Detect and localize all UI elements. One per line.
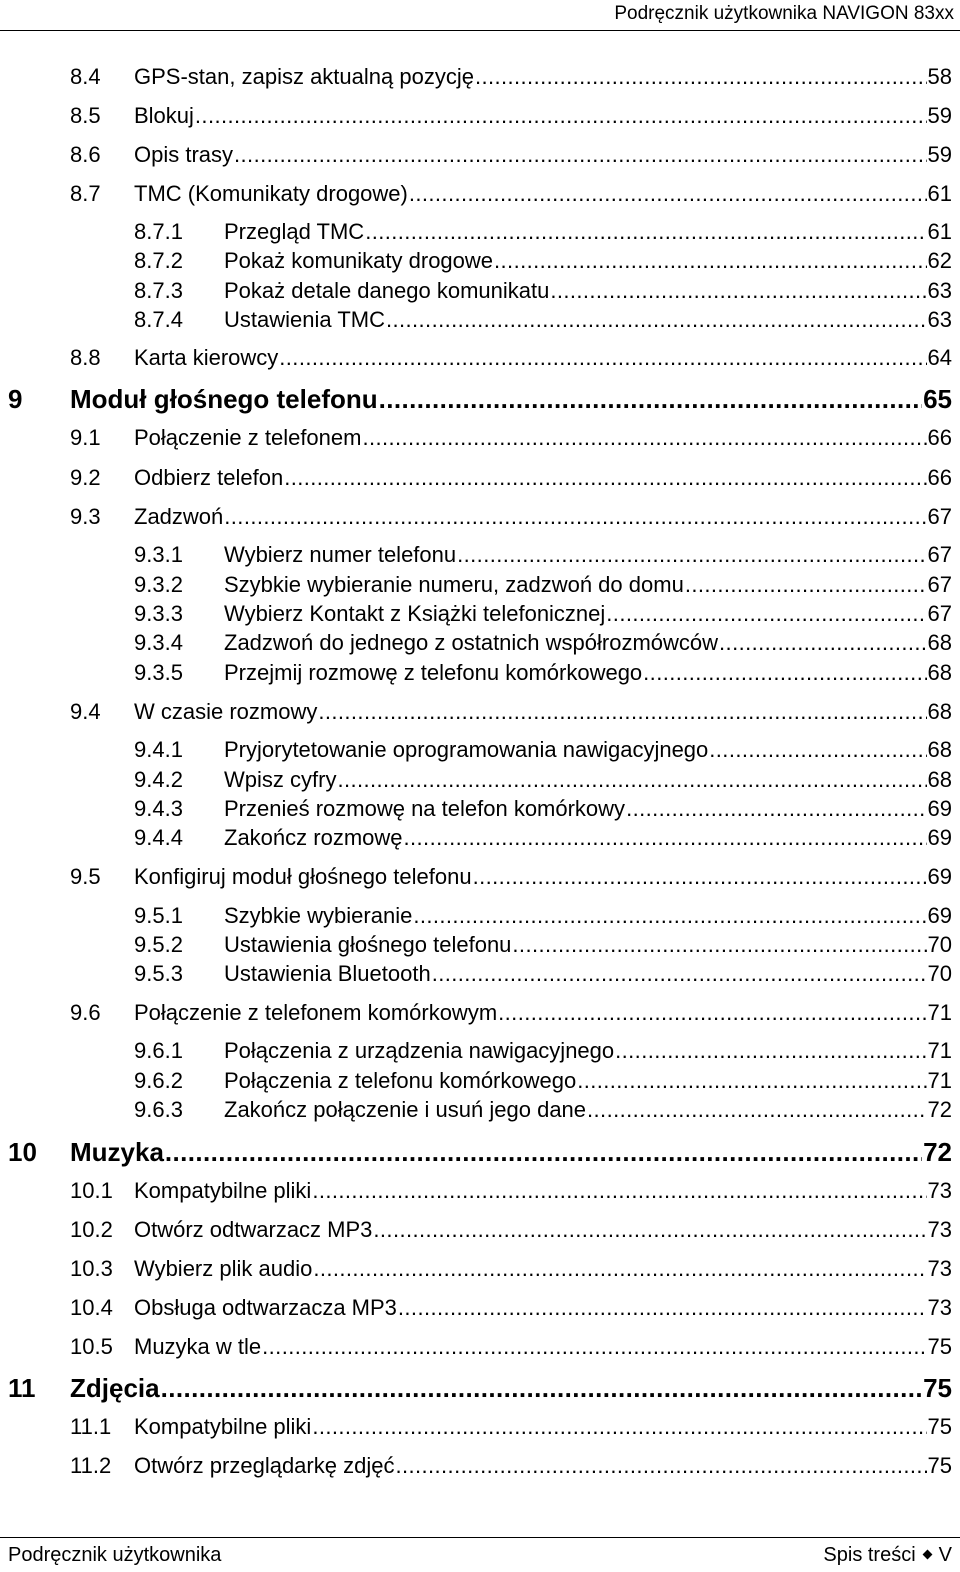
toc-entry-title: Pokaż detale danego komunikatu bbox=[224, 278, 550, 303]
toc-entry-number: 8.8 bbox=[70, 345, 101, 370]
diamond-icon bbox=[922, 1549, 932, 1559]
toc-entry-number: 8.5 bbox=[70, 103, 101, 128]
toc-entry[interactable] bbox=[8, 1137, 952, 1165]
toc-entry[interactable] bbox=[134, 219, 952, 247]
toc-entry[interactable] bbox=[134, 248, 952, 276]
dot-leader bbox=[165, 1137, 922, 1168]
toc-entry-number: 9.6.2 bbox=[134, 1068, 183, 1093]
toc-entry-title: Wybierz numer telefonu bbox=[224, 542, 457, 567]
dot-leader bbox=[643, 660, 926, 686]
toc-entry[interactable] bbox=[70, 699, 952, 727]
toc-entry-title: Wybierz plik audio bbox=[134, 1256, 313, 1281]
toc-entry-page: 66 bbox=[927, 425, 952, 450]
toc-entry-page: 71 bbox=[927, 1068, 952, 1093]
toc-entry[interactable] bbox=[70, 103, 952, 131]
toc-entry-page: 68 bbox=[927, 767, 952, 792]
toc-entry-number: 10.1 bbox=[70, 1178, 113, 1203]
toc-entry-title: Kompatybilne pliki bbox=[134, 1178, 312, 1203]
toc-entry-page: 68 bbox=[927, 660, 952, 685]
footer-document-title: Podręcznik użytkownika bbox=[8, 1544, 222, 1566]
toc-entry-title: Szybkie wybieranie numeru, zadzwoń do domu bbox=[224, 572, 684, 597]
dot-leader bbox=[685, 572, 927, 598]
dot-leader bbox=[284, 465, 926, 491]
toc-entry-title: Muzyka w tle bbox=[134, 1334, 262, 1359]
toc-entry[interactable] bbox=[134, 1038, 952, 1066]
toc-entry-page: 65 bbox=[923, 384, 952, 414]
toc-entry-page: 62 bbox=[927, 248, 952, 273]
dot-leader bbox=[234, 142, 926, 168]
toc-entry-number: 9.3.2 bbox=[134, 572, 183, 597]
toc-entry-title: Zakończ połączenie i usuń jego dane bbox=[224, 1097, 587, 1122]
dot-leader bbox=[161, 1373, 922, 1404]
toc-entry-page: 75 bbox=[927, 1334, 952, 1359]
toc-entry-number: 9.1 bbox=[70, 425, 101, 450]
toc-entry-page: 71 bbox=[927, 1000, 952, 1025]
dot-leader bbox=[498, 1000, 926, 1026]
toc-entry-page: 69 bbox=[927, 903, 952, 928]
dot-leader bbox=[398, 1295, 927, 1321]
toc-entry-number: 9.6 bbox=[70, 1000, 101, 1025]
toc-entry-number: 9.4 bbox=[70, 699, 101, 724]
toc-entry[interactable] bbox=[70, 345, 952, 373]
toc-entry[interactable] bbox=[70, 1295, 952, 1323]
toc-entry[interactable] bbox=[134, 932, 952, 960]
dot-leader bbox=[413, 903, 926, 929]
toc-entry[interactable] bbox=[70, 142, 952, 170]
toc-entry-page: 73 bbox=[927, 1295, 952, 1320]
toc-entry-page: 73 bbox=[927, 1178, 952, 1203]
toc-entry-title: Zdjęcia bbox=[70, 1373, 160, 1403]
toc-entry-number: 9.5.2 bbox=[134, 932, 183, 957]
dot-leader bbox=[313, 1256, 926, 1282]
toc-entry-page: 70 bbox=[927, 932, 952, 957]
dot-leader bbox=[587, 1097, 926, 1123]
dot-leader bbox=[318, 699, 926, 725]
dot-leader bbox=[312, 1178, 926, 1204]
dot-leader bbox=[709, 737, 926, 763]
toc-entry-page: 67 bbox=[927, 504, 952, 529]
toc-entry-page: 63 bbox=[927, 278, 952, 303]
toc-entry-page: 75 bbox=[927, 1414, 952, 1439]
toc-entry-number: 10.4 bbox=[70, 1295, 113, 1320]
toc-entry-number: 8.7 bbox=[70, 181, 101, 206]
toc-entry-number: 8.7.4 bbox=[134, 307, 183, 332]
toc-entry[interactable] bbox=[134, 1068, 952, 1096]
toc-entry[interactable] bbox=[134, 307, 952, 335]
page-footer bbox=[0, 1537, 960, 1572]
dot-leader bbox=[512, 932, 926, 958]
toc-entry-title: Wybierz Kontakt z Książki telefonicznej bbox=[224, 601, 606, 626]
toc-entry-page: 58 bbox=[927, 64, 952, 89]
dot-leader bbox=[719, 630, 926, 656]
toc-entry-page: 68 bbox=[927, 699, 952, 724]
toc-entry-title: Odbierz telefon bbox=[134, 465, 284, 490]
toc-entry-title: Kompatybilne pliki bbox=[134, 1414, 312, 1439]
toc-entry-number: 9.4.2 bbox=[134, 767, 183, 792]
footer-page-number: V bbox=[938, 1544, 952, 1566]
toc-entry-number: 8.6 bbox=[70, 142, 101, 167]
toc-entry-title: Opis trasy bbox=[134, 142, 234, 167]
toc-entry-page: 68 bbox=[927, 737, 952, 762]
toc-entry-page: 59 bbox=[927, 103, 952, 128]
toc-entry-number: 8.7.2 bbox=[134, 248, 183, 273]
toc-entry-page: 67 bbox=[927, 572, 952, 597]
toc-entry-number: 9.3.1 bbox=[134, 542, 183, 567]
toc-entry-number: 9.2 bbox=[70, 465, 101, 490]
toc-entry-page: 61 bbox=[927, 219, 952, 244]
toc-entry-number: 9.5 bbox=[70, 864, 101, 889]
toc-entry-title: Zadzwoń do jednego z ostatnich współrozmówców bbox=[224, 630, 719, 655]
toc-entry-title: Konfigiruj moduł głośnego telefonu bbox=[134, 864, 472, 889]
toc-entry-number: 9.5.3 bbox=[134, 961, 183, 986]
toc-entry[interactable] bbox=[70, 504, 952, 532]
toc-entry[interactable] bbox=[134, 542, 952, 570]
dot-leader bbox=[373, 1217, 926, 1243]
footer-section bbox=[823, 1544, 952, 1567]
toc-entry-number: 9.3 bbox=[70, 504, 101, 529]
toc-entry[interactable] bbox=[134, 796, 952, 824]
toc-entry-number: 9.3.3 bbox=[134, 601, 183, 626]
toc-entry-number: 10.5 bbox=[70, 1334, 113, 1359]
toc-entry[interactable] bbox=[8, 384, 952, 412]
toc-entry-page: 66 bbox=[927, 465, 952, 490]
toc-entry[interactable] bbox=[134, 278, 952, 306]
toc-entry-page: 69 bbox=[927, 796, 952, 821]
dot-leader bbox=[473, 864, 927, 890]
toc-entry-title: Połączenie z telefonem komórkowym bbox=[134, 1000, 498, 1025]
toc-entry-title: Karta kierowcy bbox=[134, 345, 279, 370]
toc-entry-number: 10 bbox=[8, 1137, 37, 1167]
toc-entry[interactable] bbox=[70, 1256, 952, 1284]
dot-leader bbox=[337, 767, 926, 793]
running-header bbox=[0, 0, 960, 31]
toc-entry-page: 63 bbox=[927, 307, 952, 332]
toc-entry[interactable] bbox=[70, 425, 952, 453]
toc-entry-title: Ustawienia Bluetooth bbox=[224, 961, 431, 986]
toc-entry-page: 61 bbox=[927, 181, 952, 206]
toc-entry-number: 8.7.1 bbox=[134, 219, 183, 244]
toc-entry-page: 69 bbox=[927, 825, 952, 850]
dot-leader bbox=[577, 1068, 926, 1094]
dot-leader bbox=[409, 181, 927, 207]
toc-entry-title: Połączenie z telefonem bbox=[134, 425, 362, 450]
toc-entry-number: 11.1 bbox=[70, 1414, 112, 1439]
toc-entry-number: 9.3.5 bbox=[134, 660, 183, 685]
toc-entry-title: Obsługa odtwarzacza MP3 bbox=[134, 1295, 397, 1320]
running-title: Podręcznik użytkownika NAVIGON 83xx bbox=[614, 3, 954, 24]
toc-entry-title: Pokaż komunikaty drogowe bbox=[224, 248, 494, 273]
dot-leader bbox=[457, 542, 926, 568]
toc-entry-page: 64 bbox=[927, 345, 952, 370]
toc-entry-title: GPS-stan, zapisz aktualną pozycję bbox=[134, 64, 474, 89]
toc-entry[interactable] bbox=[70, 64, 952, 92]
toc-entry-title: Muzyka bbox=[70, 1137, 164, 1167]
toc-entry-title: Szybkie wybieranie bbox=[224, 903, 413, 928]
toc-entry-number: 9.6.1 bbox=[134, 1038, 183, 1063]
dot-leader bbox=[615, 1038, 926, 1064]
toc-entry[interactable] bbox=[134, 601, 952, 629]
toc-entry-title: Ustawienia TMC bbox=[224, 307, 385, 332]
toc-entry-page: 75 bbox=[927, 1453, 952, 1478]
toc-entry-title: Zakończ rozmowę bbox=[224, 825, 403, 850]
toc-entry[interactable] bbox=[134, 1097, 952, 1125]
toc-entry-number: 10.2 bbox=[70, 1217, 113, 1242]
dot-leader bbox=[386, 307, 927, 333]
toc-entry-title: Ustawienia głośnego telefonu bbox=[224, 932, 512, 957]
toc-entry-title: Zadzwoń bbox=[134, 504, 224, 529]
toc-entry-title: Połączenia z telefonu komórkowego bbox=[224, 1068, 577, 1093]
toc-entry-page: 73 bbox=[927, 1256, 952, 1281]
dot-leader bbox=[606, 601, 926, 627]
dot-leader bbox=[494, 248, 926, 274]
dot-leader bbox=[432, 961, 927, 987]
toc-entry-title: Połączenia z urządzenia nawigacyjnego bbox=[224, 1038, 615, 1063]
toc-entry[interactable] bbox=[134, 630, 952, 658]
toc-entry-page: 70 bbox=[927, 961, 952, 986]
dot-leader bbox=[404, 825, 927, 851]
toc-entry-page: 75 bbox=[923, 1373, 952, 1403]
dot-leader bbox=[365, 219, 926, 245]
toc-entry[interactable] bbox=[134, 961, 952, 989]
toc-entry-number: 11.2 bbox=[70, 1453, 112, 1478]
toc-entry-number: 9.3.4 bbox=[134, 630, 183, 655]
toc-entry-title: Blokuj bbox=[134, 103, 194, 128]
toc-entry-title: TMC (Komunikaty drogowe) bbox=[134, 181, 408, 206]
toc-entry[interactable] bbox=[70, 1334, 952, 1362]
toc-entry-number: 10.3 bbox=[70, 1256, 113, 1281]
toc-entry-number: 9 bbox=[8, 384, 23, 414]
dot-leader bbox=[195, 103, 927, 129]
dot-leader bbox=[262, 1334, 926, 1360]
toc-entry-number: 8.7.3 bbox=[134, 278, 183, 303]
toc-entry-title: Przejmij rozmowę z telefonu komórkowego bbox=[224, 660, 643, 685]
toc-entry[interactable] bbox=[70, 1414, 952, 1442]
toc-entry-title: Przegląd TMC bbox=[224, 219, 365, 244]
toc-entry-title: W czasie rozmowy bbox=[134, 699, 318, 724]
toc-entry-number: 9.6.3 bbox=[134, 1097, 183, 1122]
toc-entry[interactable] bbox=[70, 864, 952, 892]
dot-leader bbox=[279, 345, 926, 371]
toc-entry-title: Moduł głośnego telefonu bbox=[70, 384, 378, 414]
dot-leader bbox=[362, 425, 926, 451]
toc-entry-page: 67 bbox=[927, 542, 952, 567]
dot-leader bbox=[395, 1453, 926, 1479]
toc-entry-title: Pryjorytetowanie oprogramowania nawigacyjnego bbox=[224, 737, 709, 762]
toc-entry-title: Wpisz cyfry bbox=[224, 767, 337, 792]
toc-entry-title: Otwórz przeglądarkę zdjęć bbox=[134, 1453, 395, 1478]
toc-entry[interactable] bbox=[134, 737, 952, 765]
toc-entry-number: 11 bbox=[8, 1373, 36, 1403]
toc-entry-page: 59 bbox=[927, 142, 952, 167]
toc-entry-page: 69 bbox=[927, 864, 952, 889]
dot-leader bbox=[626, 796, 926, 822]
toc-entry[interactable] bbox=[134, 767, 952, 795]
toc-entry-title: Otwórz odtwarzacz MP3 bbox=[134, 1217, 373, 1242]
dot-leader bbox=[550, 278, 926, 304]
toc-entry-title: Przenieś rozmowę na telefon komórkowy bbox=[224, 796, 626, 821]
dot-leader bbox=[475, 64, 927, 90]
toc-entry-page: 71 bbox=[927, 1038, 952, 1063]
toc-entry[interactable] bbox=[134, 660, 952, 688]
dot-leader bbox=[312, 1414, 926, 1440]
toc-entry[interactable] bbox=[70, 1000, 952, 1028]
toc-entry-page: 72 bbox=[923, 1137, 952, 1167]
toc-entry[interactable] bbox=[134, 572, 952, 600]
toc-entry-number: 8.4 bbox=[70, 64, 101, 89]
dot-leader bbox=[379, 384, 922, 415]
toc-entry[interactable] bbox=[70, 1178, 952, 1206]
toc-entry[interactable] bbox=[134, 825, 952, 853]
toc-entry[interactable] bbox=[134, 903, 952, 931]
toc-entry-number: 9.4.4 bbox=[134, 825, 183, 850]
toc-entry-number: 9.5.1 bbox=[134, 903, 183, 928]
toc-entry[interactable] bbox=[70, 465, 952, 493]
toc-entry-number: 9.4.3 bbox=[134, 796, 183, 821]
toc-entry[interactable] bbox=[70, 181, 952, 209]
toc-entry-number: 9.4.1 bbox=[134, 737, 183, 762]
toc-entry-page: 73 bbox=[927, 1217, 952, 1242]
toc-entry-page: 67 bbox=[927, 601, 952, 626]
footer-section-name: Spis treści bbox=[823, 1544, 916, 1566]
dot-leader bbox=[224, 504, 926, 530]
toc-entry-page: 68 bbox=[927, 630, 952, 655]
toc-entry[interactable] bbox=[70, 1217, 952, 1245]
toc-entry[interactable] bbox=[70, 1453, 952, 1481]
toc-entry[interactable] bbox=[8, 1373, 952, 1401]
toc-entry-page: 72 bbox=[927, 1097, 952, 1122]
